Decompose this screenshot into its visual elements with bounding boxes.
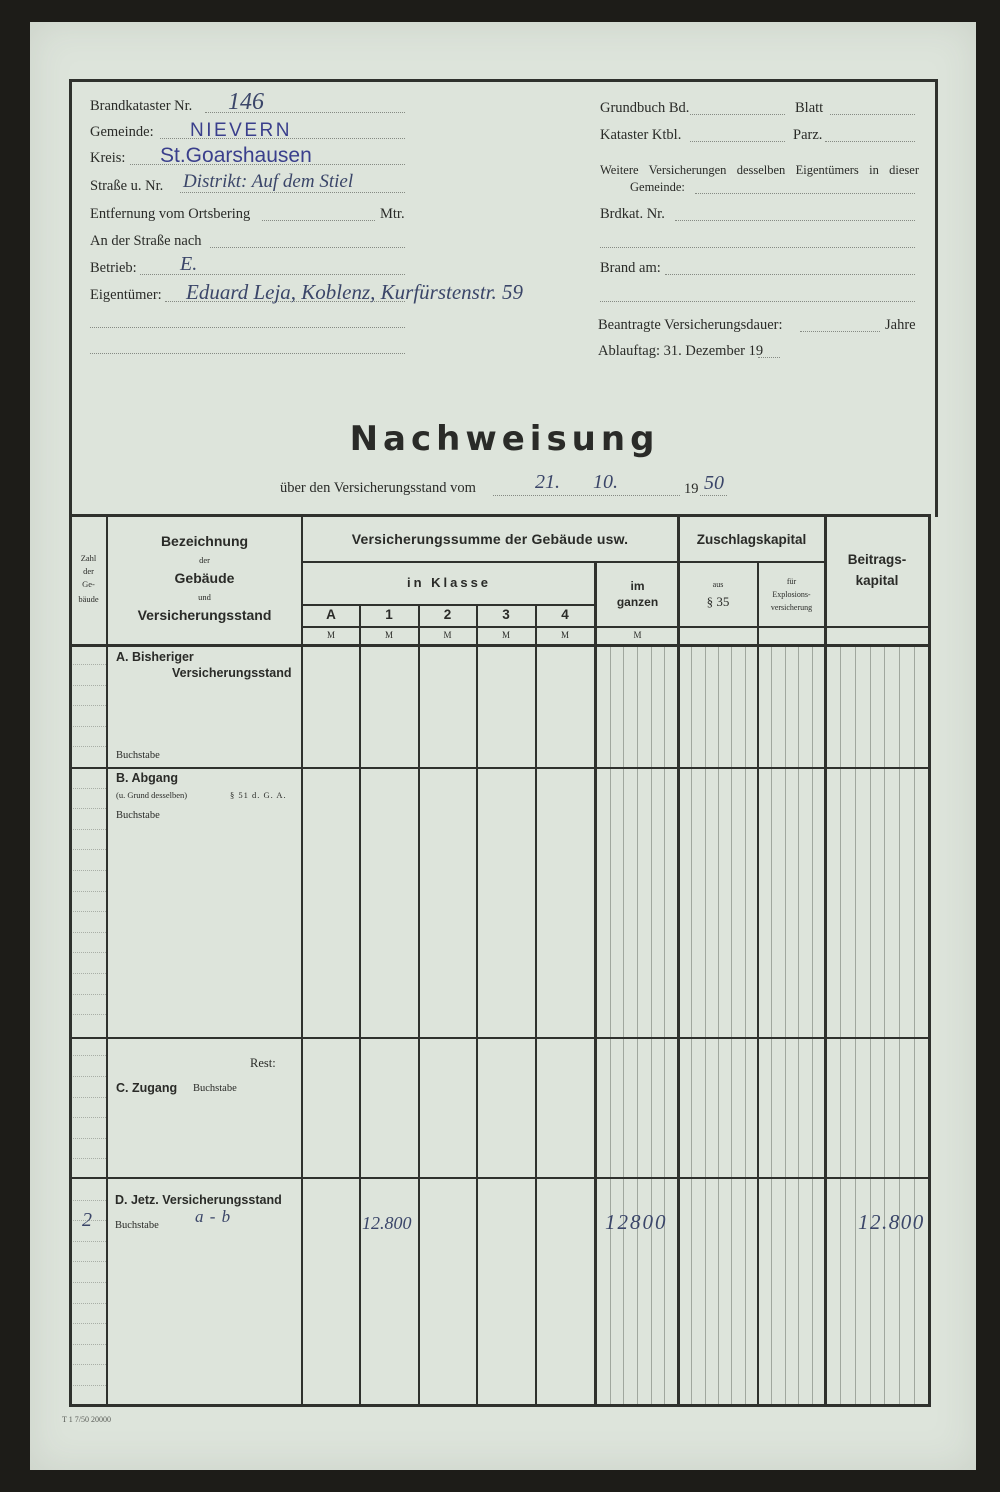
section-b-reference: § 51 d. G. A. [230, 790, 287, 800]
zahl-header: Ge- [82, 579, 95, 589]
bezeichnung-header-gebaeude: Gebäude [174, 570, 235, 586]
brandkataster-value: 146 [228, 89, 264, 115]
im-ganzen-digit-rule [637, 646, 638, 1404]
table-top-rule [69, 514, 931, 517]
count-column-ruling [73, 994, 106, 995]
stand-label: über den Versicherungsstand vom [280, 480, 476, 496]
brandkataster-label: Brandkataster Nr. [90, 98, 193, 114]
count-column-ruling [73, 1200, 106, 1201]
gemeinde-stamp: NIEVERN [190, 120, 292, 141]
count-column-ruling [73, 1117, 106, 1118]
klasse-a-header: A [326, 607, 336, 622]
zuschlag-35-digit-rule [731, 646, 732, 1404]
count-column-ruling [73, 808, 106, 809]
kreis-stamp: St.Goarshausen [160, 144, 312, 167]
bezeichnung-header-und: und [198, 592, 211, 602]
count-column-ruling [73, 1303, 106, 1304]
beitragskapital-digit-rule [884, 646, 885, 1404]
section-d-im-ganzen-value: 12800 [605, 1210, 668, 1234]
count-column-ruling [73, 685, 106, 686]
entfernung-fill-line [262, 220, 375, 221]
blank-fill-line [90, 353, 405, 354]
header-rule-klasse [302, 604, 596, 606]
explosion-digit-rule [771, 646, 772, 1404]
count-column-ruling [73, 1385, 106, 1386]
count-column-ruling [73, 891, 106, 892]
weitere-versicherungen-label: Weitere Versicherungen desselben Eigentümers in dieser [600, 163, 919, 177]
document-title: Nachweisung [349, 419, 660, 459]
count-column-ruling [73, 932, 106, 933]
bezeichnung-header: Bezeichnung [160, 533, 249, 549]
eigentuemer-label: Eigentümer: [90, 287, 162, 303]
count-column-ruling [73, 726, 106, 727]
count-column-ruling [73, 1344, 106, 1345]
count-column-ruling [73, 1055, 106, 1056]
count-column-ruling [73, 1261, 106, 1262]
count-column-ruling [73, 870, 106, 871]
brand-am-label: Brand am: [600, 260, 661, 276]
header-bottom-rule [69, 644, 931, 647]
section-rule-b-c [69, 1037, 931, 1039]
table-right-border [928, 514, 931, 1407]
strasse-fill-line [180, 192, 405, 193]
explosion-digit-rule [798, 646, 799, 1404]
header-rule-units [302, 626, 930, 628]
count-column-ruling [73, 664, 106, 665]
section-b-note: (u. Grund desselben) [116, 790, 188, 800]
kataster-fill-line [690, 141, 785, 142]
section-d-beitragskapital-value: 12.800 [858, 1210, 925, 1234]
im-ganzen-digit-rule [664, 646, 665, 1404]
table-bottom-rule [69, 1404, 931, 1407]
zuschlag-35-digit-rule [691, 646, 692, 1404]
versicherungssumme-header: Versicherungssumme der Gebäude usw. [351, 531, 629, 547]
weitere-gemeinde-label: Gemeinde: [630, 180, 685, 194]
stand-year-suffix: 50 [704, 472, 724, 494]
zuschlag-35-digit-rule [718, 646, 719, 1404]
strasse-label: Straße u. Nr. [90, 178, 164, 194]
entfernung-label: Entfernung vom Ortsbering [90, 206, 251, 222]
klasse-3-header: 3 [502, 607, 510, 622]
column-rule-klasse-4 [594, 562, 597, 1405]
im-ganzen-digit-rule [610, 646, 611, 1404]
ablauftag-label: Ablauftag: 31. Dezember 19 [598, 343, 764, 359]
count-column-ruling [73, 746, 106, 747]
frame-left-border [69, 79, 72, 1407]
section-d-klasse-1-value: 12.800 [362, 1213, 412, 1233]
section-c-buchstabe: Buchstabe [193, 1083, 237, 1094]
stand-year-fill-line [700, 495, 727, 496]
klasse-1-header: 1 [385, 607, 393, 622]
parz-label: Parz. [793, 127, 823, 143]
brdkat-label: Brdkat. Nr. [600, 206, 665, 222]
versicherungsdauer-fill-line [800, 331, 880, 332]
beitragskapital-digit-rule [855, 646, 856, 1404]
section-d-zahl-value: 2 [82, 1209, 92, 1231]
header-rule-summe [302, 561, 826, 563]
aus-header: aus [712, 580, 724, 589]
weitere-fill-line [695, 193, 915, 194]
beitragskapital-header: kapital [855, 573, 899, 588]
bezeichnung-header-versicherungsstand: Versicherungsstand [137, 607, 272, 623]
klasse-2-header: 2 [443, 607, 452, 622]
frame-top-border [69, 79, 938, 82]
beitragskapital-digit-rule [914, 646, 915, 1404]
section-rule-a-b [69, 767, 931, 769]
zuschlag-35-digit-rule [705, 646, 706, 1404]
section-a-subtitle: Versicherungsstand [172, 666, 292, 680]
section-b-buchstabe: Buchstabe [116, 810, 160, 821]
section-a-buchstabe: Buchstabe [116, 750, 160, 761]
count-column-ruling [73, 952, 106, 953]
unit-label: M [560, 630, 569, 640]
section-rule-c-d [69, 1177, 931, 1179]
count-column-ruling [73, 973, 106, 974]
parz-fill-line [825, 141, 915, 142]
frame-right-border [935, 79, 938, 517]
blatt-label: Blatt [795, 100, 824, 116]
im-ganzen-header: im [630, 579, 645, 593]
betrieb-value: E. [180, 253, 198, 275]
blank-fill-line [600, 301, 915, 302]
blank-fill-line [600, 247, 915, 248]
count-column-ruling [73, 788, 106, 789]
paragraph-35-header: § 35 [706, 594, 730, 609]
explosion-header: versicherung [770, 603, 813, 612]
section-d-buchstabe-value: a - b [195, 1207, 231, 1226]
count-column-ruling [73, 1241, 106, 1242]
grundbuch-fill-line [690, 114, 785, 115]
zahl-header: bäude [78, 594, 99, 604]
explosion-digit-rule [812, 646, 813, 1404]
strasse-value: Distrikt: Auf dem Stiel [183, 171, 354, 192]
stand-date-fill-line [493, 495, 680, 496]
beitragskapital-digit-rule [870, 646, 871, 1404]
ablauftag-fill-line [758, 357, 780, 358]
blank-fill-line [90, 327, 405, 328]
section-d-buchstabe: Buchstabe [115, 1220, 159, 1231]
column-rule-bezeichnung [301, 515, 303, 1405]
explosion-header: für [786, 577, 797, 586]
section-b-title: B. Abgang [116, 771, 179, 785]
beitragskapital-digit-rule [840, 646, 841, 1404]
count-column-ruling [73, 1076, 106, 1077]
eigentuemer-value: Eduard Leja, Koblenz, Kurfürstenstr. 59 [186, 280, 524, 304]
kataster-label: Kataster Ktbl. [600, 127, 682, 143]
stand-year-prefix: 19 [684, 481, 699, 497]
im-ganzen-digit-rule [623, 646, 624, 1404]
beitragskapital-header: Beitrags- [847, 552, 907, 567]
unit-label: M [326, 630, 335, 640]
blatt-fill-line [830, 114, 915, 115]
explosion-digit-rule [785, 646, 786, 1404]
count-column-ruling [73, 1138, 106, 1139]
count-column-ruling [73, 1364, 106, 1365]
im-ganzen-header: ganzen [616, 595, 659, 609]
count-column-ruling [73, 1282, 106, 1283]
brand-am-fill-line [665, 274, 915, 275]
gemeinde-label: Gemeinde: [90, 124, 154, 140]
zuschlagskapital-header: Zuschlagskapital [696, 532, 807, 547]
klasse-4-header: 4 [561, 607, 569, 622]
strasse-nach-label: An der Straße nach [90, 233, 202, 249]
entfernung-unit: Mtr. [380, 206, 405, 222]
betrieb-label: Betrieb: [90, 260, 137, 276]
column-rule-klasse-a [359, 605, 361, 1405]
count-column-ruling [73, 849, 106, 850]
section-d-title: D. Jetz. Versicherungsstand [115, 1193, 282, 1207]
unit-label: M [633, 630, 642, 640]
column-rule-klasse-3 [535, 605, 537, 1405]
stand-date: 21. 10. [535, 471, 618, 493]
column-rule-klasse-2 [476, 605, 478, 1405]
beitragskapital-digit-rule [899, 646, 900, 1404]
column-rule-zuschlag [824, 515, 827, 1405]
zahl-header: der [83, 566, 94, 576]
column-rule-zahl [106, 515, 108, 1405]
count-column-ruling [73, 705, 106, 706]
count-column-ruling [73, 1097, 106, 1098]
versicherungsdauer-unit: Jahre [885, 317, 916, 333]
count-column-ruling [73, 1323, 106, 1324]
im-ganzen-digit-rule [651, 646, 652, 1404]
unit-label: M [384, 630, 393, 640]
explosion-header: Explosions- [772, 590, 811, 599]
section-a-title: A. Bisheriger [116, 650, 194, 664]
brdkat-fill-line [675, 220, 915, 221]
grundbuch-label: Grundbuch Bd. [600, 100, 690, 116]
column-rule-aus-35 [757, 562, 759, 1405]
print-code: T 1 7/50 20000 [62, 1415, 111, 1424]
zuschlag-35-digit-rule [745, 646, 746, 1404]
column-rule-im-ganzen [677, 515, 680, 1405]
count-column-ruling [73, 911, 106, 912]
unit-label: M [443, 630, 452, 640]
bezeichnung-header-der: der [199, 555, 210, 565]
strasse-nach-fill-line [210, 247, 405, 248]
count-column-ruling [73, 829, 106, 830]
unit-label: M [501, 630, 510, 640]
kreis-label: Kreis: [90, 150, 126, 166]
count-column-ruling [73, 1158, 106, 1159]
rest-label: Rest: [250, 1056, 276, 1070]
column-rule-klasse-1 [418, 605, 420, 1405]
zahl-header: Zahl [80, 553, 97, 563]
count-column-ruling [73, 1014, 106, 1015]
versicherungsdauer-label: Beantragte Versicherungsdauer: [598, 317, 783, 333]
section-c-title: C. Zugang [116, 1081, 178, 1095]
in-klasse-header: in Klasse [406, 575, 492, 590]
